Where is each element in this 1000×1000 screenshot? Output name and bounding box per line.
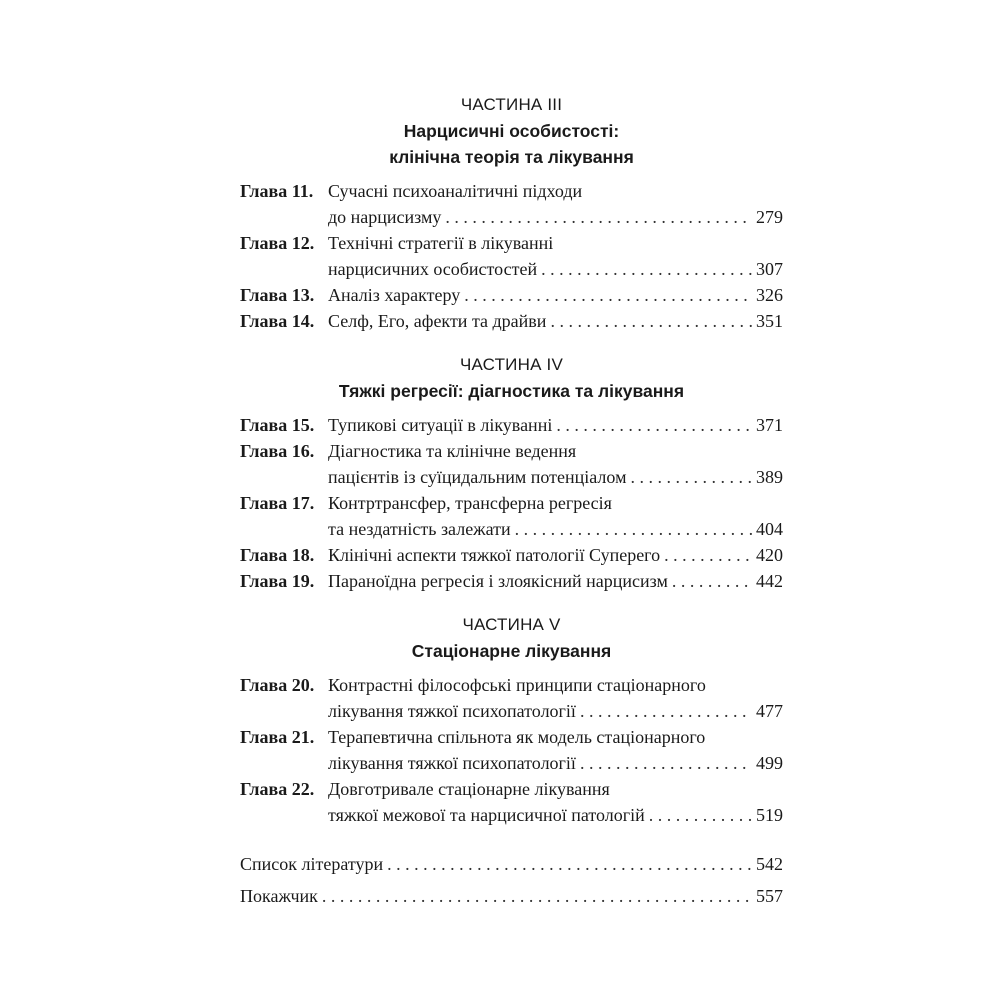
page-number: 371 [756,415,783,435]
chapter-number: Глава 11. [240,181,314,201]
dot-leader [580,750,752,776]
dot-leader [445,204,752,230]
page-number: 542 [756,854,783,874]
chapter-number: Глава 18. [240,545,315,565]
chapter-title-line: та нездатність залежати [328,519,511,539]
page-number: 351 [756,311,783,331]
chapter-number: Глава 21. [240,727,315,747]
spacer [240,334,783,352]
page-number: 499 [756,753,783,773]
page-number: 557 [756,886,783,906]
page-number: 420 [756,545,783,565]
chapter-number: Глава 13. [240,285,315,305]
chapter-title-line: Тупикові ситуації в лікуванні [328,415,553,435]
spacer [240,594,783,612]
chapter-number: Глава 22. [240,779,315,799]
chapter-title-line: Технічні стратегії в лікуванні [328,233,554,253]
spacer [240,828,783,848]
entry-title: Покажчик [240,886,318,906]
toc-entry-chapter-12[interactable] [240,230,783,282]
chapter-number: Глава 19. [240,571,315,591]
toc-entry-chapter-14[interactable] [240,308,783,334]
chapter-title-line: Селф, Его, афекти та драйви [328,311,547,331]
chapter-list [240,178,783,334]
toc-entry-chapter-13[interactable] [240,282,783,308]
dot-leader [387,848,752,880]
dot-leader [630,464,752,490]
page-number: 307 [756,259,783,279]
part-heading [240,92,783,170]
toc-entry-chapter-11[interactable] [240,178,783,230]
page-number: 442 [756,571,783,591]
chapter-title-line: лікування тяжкої психопатології [328,701,576,721]
chapter-title-line: Контртрансфер, трансферна регресія [328,493,612,513]
part-label: ЧАСТИНА V [462,615,561,634]
chapter-title-line: нарцисичних особистостей [328,259,538,279]
toc-entry-chapter-21[interactable] [240,724,783,776]
page-number: 404 [756,519,783,539]
part-title: Стаціонарне лікування [411,641,612,661]
chapter-number: Глава 15. [240,415,315,435]
dot-leader [515,516,752,542]
page-number: 279 [756,207,783,227]
toc-entry-chapter-16[interactable] [240,438,783,490]
page-number: 389 [756,467,783,487]
toc-entry-bibliography[interactable] [240,848,783,880]
chapter-title-line: Аналіз характеру [328,285,461,305]
toc-entry-chapter-15[interactable] [240,412,783,438]
chapter-number: Глава 12. [240,233,315,253]
part-5 [240,612,783,828]
toc-entry-chapter-22[interactable] [240,776,783,828]
chapter-number: Глава 16. [240,441,315,461]
chapter-title-line: Терапевтична спільнота як модель стаціонарного [328,727,706,747]
part-title: Нарцисичні особистості: [403,121,620,141]
dot-leader [550,308,752,334]
part-heading [240,612,783,664]
dot-leader [541,256,752,282]
chapter-list [240,672,783,828]
toc-entry-index[interactable] [240,880,783,912]
table-of-contents [240,92,783,912]
chapter-list [240,412,783,594]
page-number: 477 [756,701,783,721]
toc-entry-chapter-19[interactable] [240,568,783,594]
page-number: 326 [756,285,783,305]
chapter-number: Глава 20. [240,675,315,695]
toc-entry-chapter-20[interactable] [240,672,783,724]
chapter-number: Глава 14. [240,311,315,331]
chapter-title-line: Параноїдна регресія і злоякісний нарцисизм [328,571,668,591]
dot-leader [464,282,752,308]
dot-leader [664,542,752,568]
dot-leader [322,880,752,912]
part-4 [240,352,783,594]
dot-leader [556,412,752,438]
chapter-title-line: пацієнтів із суїцидальним потенціалом [328,467,627,487]
part-heading [240,352,783,404]
chapter-title-line: Контрастні філософські принципи стаціонарного [328,675,706,695]
chapter-title-line: Клінічні аспекти тяжкої патології Суперего [328,545,661,565]
chapter-title-line: до нарцисизму [328,207,442,227]
part-3 [240,92,783,334]
dot-leader [672,568,752,594]
dot-leader [649,802,752,828]
entry-title: Список літератури [240,854,384,874]
chapter-title-line: Сучасні психоаналітичні підходи [328,181,583,201]
part-title: клінічна теорія та лікування [389,147,634,167]
dot-leader [580,698,752,724]
part-label: ЧАСТИНА IV [459,355,563,374]
chapter-title-line: Діагностика та клінічне ведення [328,441,577,461]
chapter-title-line: Довготривале стаціонарне лікування [328,779,610,799]
chapter-title-line: лікування тяжкої психопатології [328,753,576,773]
chapter-number: Глава 17. [240,493,315,513]
part-label: ЧАСТИНА III [460,95,563,114]
toc-entry-chapter-17[interactable] [240,490,783,542]
part-title: Тяжкі регресії: діагностика та лікування [338,381,685,401]
toc-entry-chapter-18[interactable] [240,542,783,568]
chapter-title-line: тяжкої межової та нарцисичної патологій [328,805,645,825]
page-number: 519 [756,805,783,825]
